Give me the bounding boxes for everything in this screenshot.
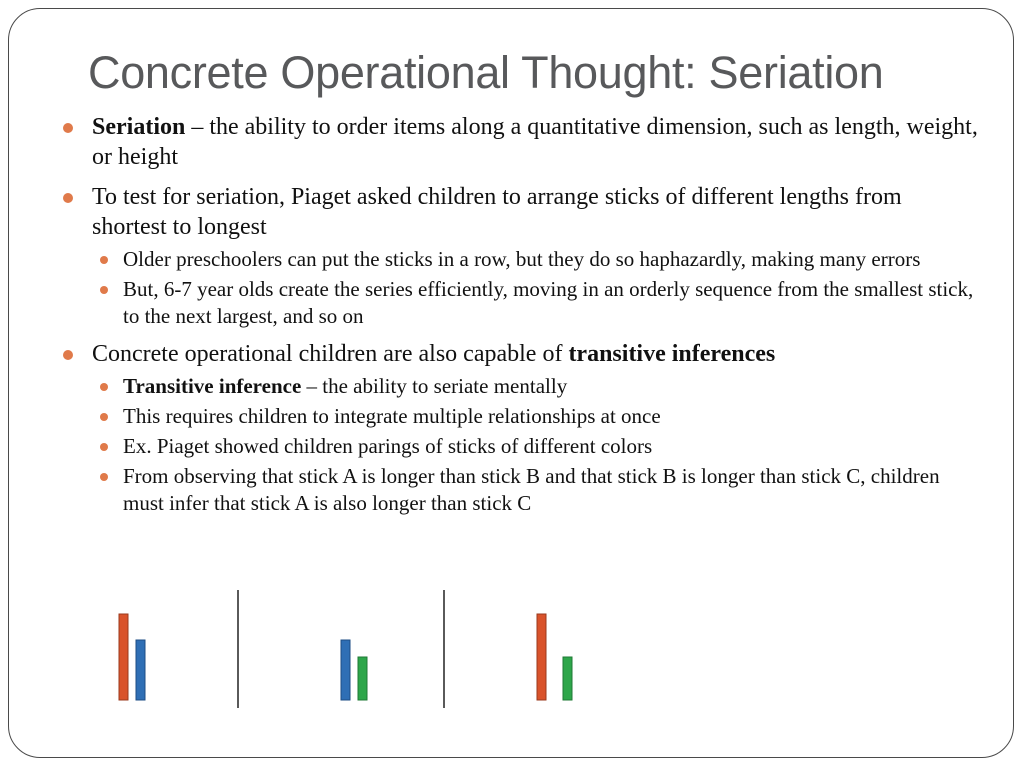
sub-bullet-parings [60,433,980,460]
bullet-seriation-test-text: To test for seriation, Piaget asked children to arrange sticks of different lengths from shortest to longest [92,184,902,240]
bullet-seriation-text: – the ability to order items along a quantitative dimension, such as length, weight, or height [92,114,978,170]
sub-bullet-infer [60,463,980,517]
term-transitive-inference: Transitive inference [123,374,302,398]
bullet-seriation [60,112,980,172]
sub-bullet-infer-text: From observing that stick A is longer than stick B and that stick B is longer than stick C, children must infer that stick A is also longer than stick C [123,464,940,515]
sub-bullet-preschoolers-text: Older preschoolers can put the sticks in a row, but they do so haphazardly, making many errors [123,247,921,271]
term-transitive-inferences: transitive inferences [568,341,776,367]
sub-bullet-integrate [60,403,980,430]
sub-bullet-six-seven [60,276,980,330]
sub-bullet-parings-text: Ex. Piaget showed children parings of sticks of different colors [123,434,653,458]
term-seriation: Seriation [92,114,186,140]
slide-content [60,112,980,520]
sub-bullet-preschoolers [60,246,980,273]
sub-bullet-transitive-def-text: – the ability to seriate mentally [301,374,568,398]
slide-title: Concrete Operational Thought: Seriation [88,47,884,98]
bullet-transitive [60,339,980,369]
bullet-transitive-text: Concrete operational children are also capable of [92,341,569,367]
sub-bullet-transitive-def [60,373,980,400]
sub-bullet-six-seven-text: But, 6-7 year olds create the series efficiently, moving in an orderly sequence from the smallest stick, to the next largest, and so on [123,277,974,328]
bullet-seriation-test [60,182,980,242]
sub-bullet-integrate-text: This requires children to integrate multiple relationships at once [123,404,661,428]
